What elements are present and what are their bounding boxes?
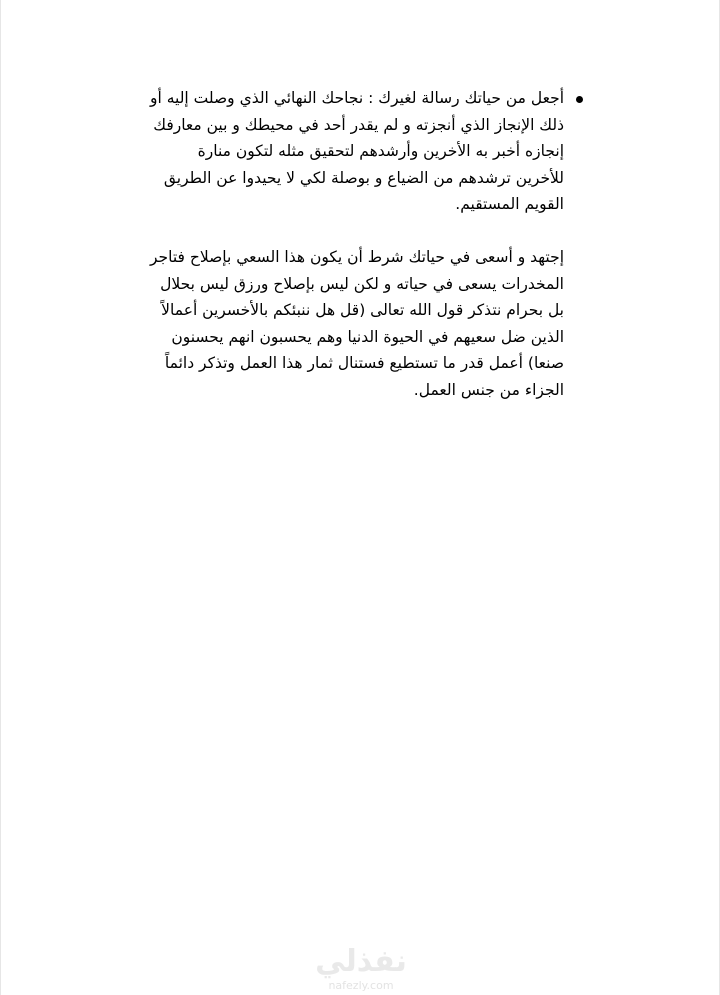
paragraph-line: الذين ضل سعيهم في الحيوة الدنيا وهم يحسبون انهم يحسنون <box>171 327 564 346</box>
paragraph-line: صنعا) أعمل قدر ما تستطيع فستنال ثمار هذا العمل وتذكر دائماً <box>164 354 564 372</box>
paragraph-line: القويم المستقيم. <box>455 195 564 213</box>
bullet-point-icon <box>576 96 583 103</box>
paragraph-line: للأخرين ترشدهم من الضياع و بوصلة لكي لا يحيدوا عن الطريق <box>163 168 564 187</box>
paragraph-line: بل بحرام نتذكر قول الله تعالى (قل هل ننبئكم بالأخسرين أعمالاً <box>161 301 564 319</box>
paragraph-line: أجعل من حياتك رسالة لغيرك : نجاحك النهائي الذي وصلت إليه أو <box>149 89 564 107</box>
watermark-logo: نفذلي <box>315 944 407 979</box>
paragraph-line: المخدرات يسعى في حياته و لكن ليس بإصلاح ورزق ليس بحلال <box>160 274 564 293</box>
watermark-url: nafezly.com <box>328 979 394 992</box>
watermark <box>1 945 720 993</box>
paragraph-line: إنجازه أخبر به الأخرين وأرشدهم لتحقيق مثله لتكون منارة <box>197 142 564 160</box>
paragraph-life-message <box>104 85 564 218</box>
paragraph-line: إجتهد و أسعى في حياتك شرط أن يكون هذا السعي بإصلاح فتاجر <box>150 248 564 266</box>
paragraph-line: الجزاء من جنس العمل. <box>413 380 564 399</box>
paragraph-line: ذلك الإنجاز الذي أنجزته و لم يقدر أحد في محيطك و بين معارفك <box>153 115 564 134</box>
paragraph-strive <box>104 244 564 403</box>
